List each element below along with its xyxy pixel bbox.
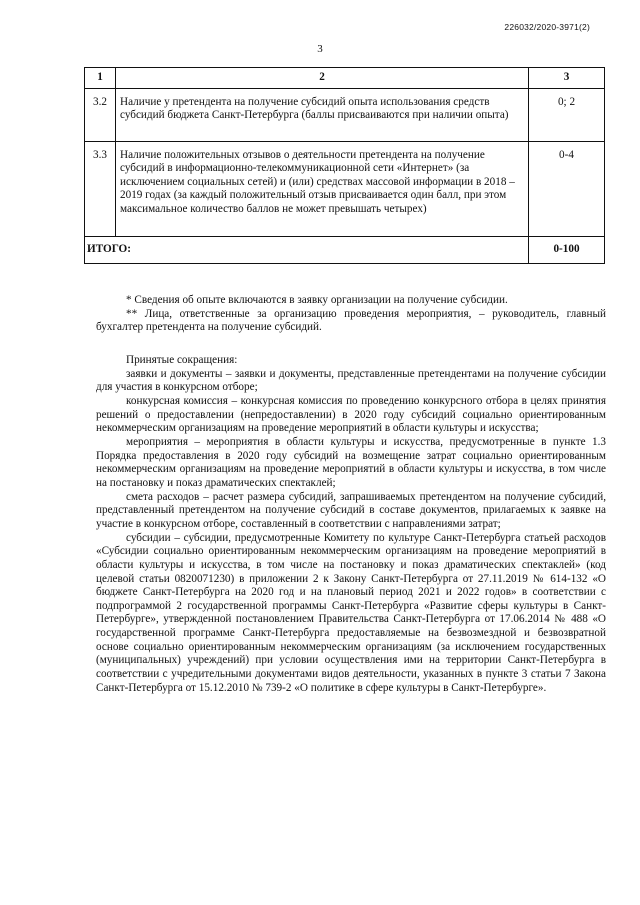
abbreviation-item: мероприятия – мероприятия в области культуры и искусства, предусмотренные в пункте 1.3 Порядка предоставления в 2020 году субсидий на возмещение затрат социально ориентированным некоммерческим организациям на проведение мероприятий в области культуры и искусства, в том числе на постановку и показ драматических спектаклей; — [96, 435, 606, 489]
header-col-1: 1 — [85, 68, 116, 89]
document-id: 226032/2020-3971(2) — [504, 22, 590, 32]
row-criterion: Наличие положительных отзывов о деятельности претендента на получение субсидий в информационно-телекоммуникационной сети «Интернет» (за исключением социальных сетей) и (или) средствах массовой информации в 2018 – 2019 годах (за каждый положительный отзыв присваивается один балл, при этом максимальное количество баллов не может превышать четырех) — [120, 149, 515, 215]
abbreviations-heading: Принятые сокращения: — [126, 354, 238, 366]
table-row — [85, 89, 605, 142]
footnote-1: * Сведения об опыте включаются в заявку организации на получение субсидии. — [126, 294, 508, 306]
header-col-3: 3 — [529, 68, 605, 89]
footnotes — [96, 294, 606, 335]
abbreviation-item: смета расходов – расчет размера субсидий, запрашиваемых претендентом на получение субсидий, представленный претендентом на получение субсидий в составе документов, прилагаемых к заявке на участие в конкурсном отборе, составленный в соответствии с направлениями затрат; — [96, 490, 606, 530]
row-score: 0; 2 — [557, 96, 576, 108]
row-criterion: Наличие у претендента на получение субсидий опыта использования средств субсидий бюджета Санкт-Петербурга (баллы присваиваются при наличии опыта) — [120, 96, 509, 122]
abbreviation-item: конкурсная комиссия – конкурсная комиссия по проведению конкурсного отбора в целях принятия решений о предоставлении (непредоставлении) в 2020 году субсидий социально ориентированным некоммерческим организациям на проведение мероприятий в области культуры и искусства; — [96, 394, 606, 435]
row-number: 3.2 — [93, 96, 107, 108]
abbreviation-item: субсидии – субсидии, предусмотренные Комитету по культуре Санкт-Петербурга статьей расходов «Субсидии социально ориентированным некоммерческим организациям на проведение мероприятий в области культуры и искусства, в том числе на постановку и показ драматических спектаклей» (код целевой статьи 0820071230) в приложении 2 к Закону Санкт-Петербурга от 27.11.2019 № 614-132 «О бюджете Санкт-Петербурга на 2020 год и на плановый период 2021 и 2022 годов» в соответствии с подпрограммой 2 государственной программы Санкт-Петербурга «Развитие сферы культуры в Санкт-Петербурге», утвержденной постановлением Правительства Санкт-Петербурга от 17.06.2014 № 488 «О государственной программе Санкт-Петербурга предоставляемые на безвозмездной и безвозвратной основе социально ориентированным некоммерческим организациям (за исключением государственных (муниципальных) учреждений) при условии осуществления ими на территории Санкт-Петербурга в соответствии с учредительными документами видов деятельности, указанных в пункте 3 статьи 7 Закона Санкт-Петербурга от 15.12.2010 № 739-2 «О политике в сфере культуры в Санкт-Петербурге». — [96, 531, 606, 694]
criteria-table — [84, 67, 605, 264]
abbreviation-item: заявки и документы – заявки и документы, представленные претендентами на получение субсидии для участия в конкурсном отборе; — [96, 367, 606, 394]
header-col-2: 2 — [116, 68, 529, 89]
row-number: 3.3 — [93, 149, 107, 161]
table-header-row — [85, 68, 605, 89]
abbreviations-section — [96, 354, 606, 695]
footnote-2: ** Лица, ответственные за организацию проведения мероприятия, – руководитель, главный бухгалтер претендента на получение субсидий. — [96, 307, 606, 334]
total-score: 0-100 — [529, 237, 605, 264]
table-row — [85, 142, 605, 237]
row-score: 0-4 — [559, 149, 574, 161]
total-label: ИТОГО: — [87, 243, 131, 256]
page-number: 3 — [317, 43, 323, 55]
table-total-row — [85, 237, 605, 264]
